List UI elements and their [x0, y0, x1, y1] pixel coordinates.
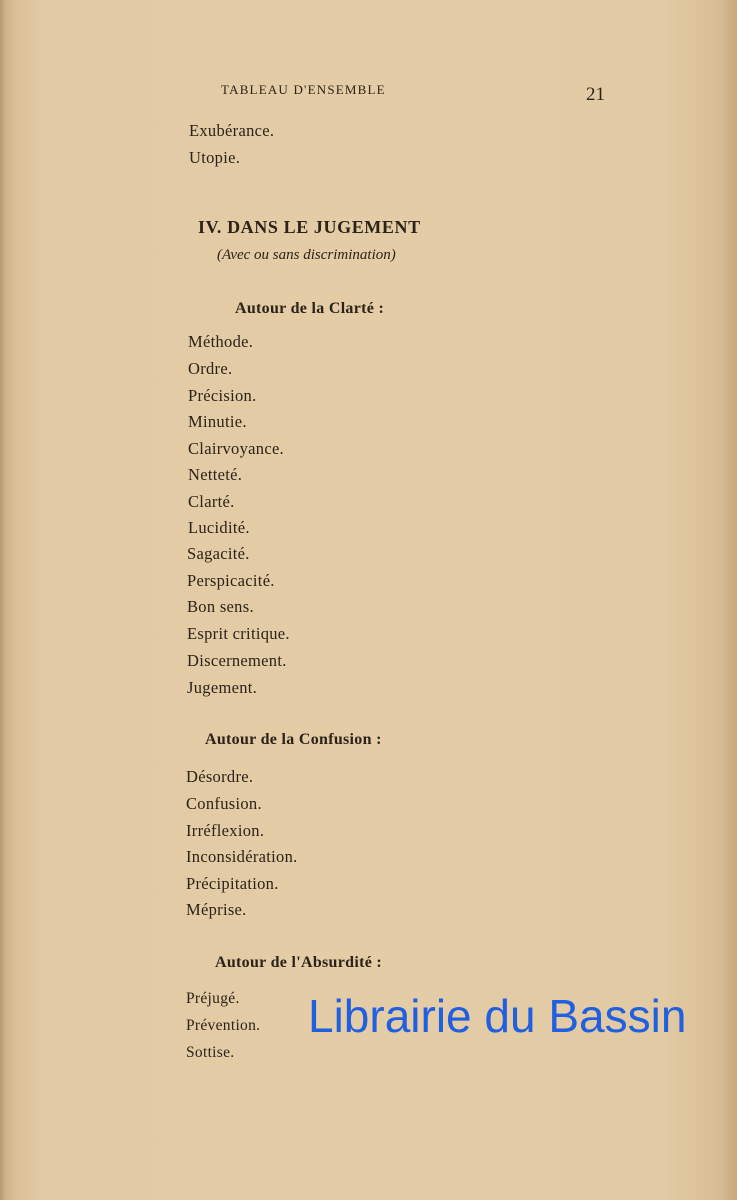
- list-item: Confusion.: [186, 794, 262, 813]
- list-item: Précision.: [188, 386, 257, 405]
- list-item: Clairvoyance.: [188, 439, 284, 458]
- list-item: Sagacité.: [187, 544, 250, 563]
- list-item: Perspicacité.: [187, 571, 275, 590]
- list-item: Jugement.: [187, 678, 258, 697]
- watermark-text: Librairie du Bassin: [308, 990, 687, 1042]
- list-item: Préjugé.: [186, 990, 240, 1007]
- list-item: Prévention.: [186, 1017, 261, 1034]
- list-item: Bon sens.: [187, 597, 254, 616]
- page-number: 21: [586, 84, 605, 105]
- list-item: Clarté.: [188, 492, 235, 511]
- list-item: Minutie.: [188, 412, 247, 431]
- group-heading-absurdite: Autour de l'Absurdité :: [215, 954, 383, 971]
- list-item: Exubérance.: [189, 121, 275, 140]
- page-edge-left: [0, 0, 6, 1200]
- list-item: Utopie.: [189, 148, 241, 167]
- section-heading: IV. DANS LE JUGEMENT: [198, 217, 421, 237]
- list-item: Désordre.: [186, 767, 254, 786]
- list-item: Méprise.: [186, 900, 247, 919]
- list-item: Netteté.: [188, 465, 243, 484]
- group-heading-confusion: Autour de la Confusion :: [205, 731, 382, 748]
- group-heading-clarte: Autour de la Clarté :: [235, 300, 385, 317]
- list-item: Irréflexion.: [186, 821, 265, 840]
- list-item: Méthode.: [188, 332, 254, 351]
- list-item: Lucidité.: [188, 518, 250, 537]
- page-edge-right: [723, 0, 737, 1200]
- list-item: Ordre.: [188, 359, 233, 378]
- list-item: Inconsidération.: [186, 847, 298, 866]
- list-item: Discernement.: [187, 651, 287, 670]
- list-item: Sottise.: [186, 1044, 235, 1061]
- list-item: Esprit critique.: [187, 624, 290, 643]
- section-subtitle: (Avec ou sans discrimination): [217, 247, 396, 263]
- list-item: Précipitation.: [186, 874, 279, 893]
- running-title: TABLEAU D'ENSEMBLE: [221, 82, 386, 97]
